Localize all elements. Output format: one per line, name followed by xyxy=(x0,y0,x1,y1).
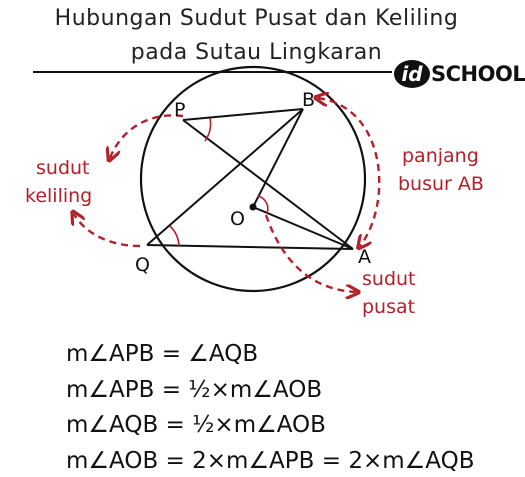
radius-OA xyxy=(253,207,353,249)
arrow-inscribed-upper xyxy=(110,115,183,158)
center-point xyxy=(250,204,257,211)
logo-school-text: SCHOOL xyxy=(431,62,525,86)
annotation-inscribed-line2: keliling xyxy=(25,185,93,207)
label-point-B: B xyxy=(302,89,316,111)
annotation-inscribed-line1: sudut xyxy=(36,157,90,179)
label-point-A: A xyxy=(358,246,371,268)
formula-4: m∠AOB = 2×m∠APB = 2×m∠AQB xyxy=(66,448,475,474)
label-point-Q: Q xyxy=(135,254,150,276)
chord-QB xyxy=(147,109,303,245)
annotation-arc-line1: panjang xyxy=(402,145,479,167)
arrow-central-angle xyxy=(266,215,356,292)
formula-1: m∠APB = ∠AQB xyxy=(66,341,259,367)
formula-3: m∠AQB = ½×m∠AOB xyxy=(66,412,326,438)
annotation-arc-line2: busur AB xyxy=(398,173,484,195)
chord-PB xyxy=(183,109,303,120)
annotation-central-line2: pusat xyxy=(362,296,416,318)
formula-2: m∠APB = ½×m∠AOB xyxy=(66,377,323,403)
logo-id-badge: id xyxy=(394,60,430,88)
arrow-inscribed-lower xyxy=(74,214,140,246)
label-point-O: O xyxy=(230,208,245,230)
title-line-1: Hubungan Sudut Pusat dan Keliling xyxy=(54,6,459,31)
title-line-2: pada Sutau Lingkaran xyxy=(130,40,383,65)
annotation-central-line1: sudut xyxy=(362,268,416,290)
label-point-P: P xyxy=(174,99,186,121)
angle-arc-Q xyxy=(170,226,179,246)
chord-QA xyxy=(147,245,353,249)
